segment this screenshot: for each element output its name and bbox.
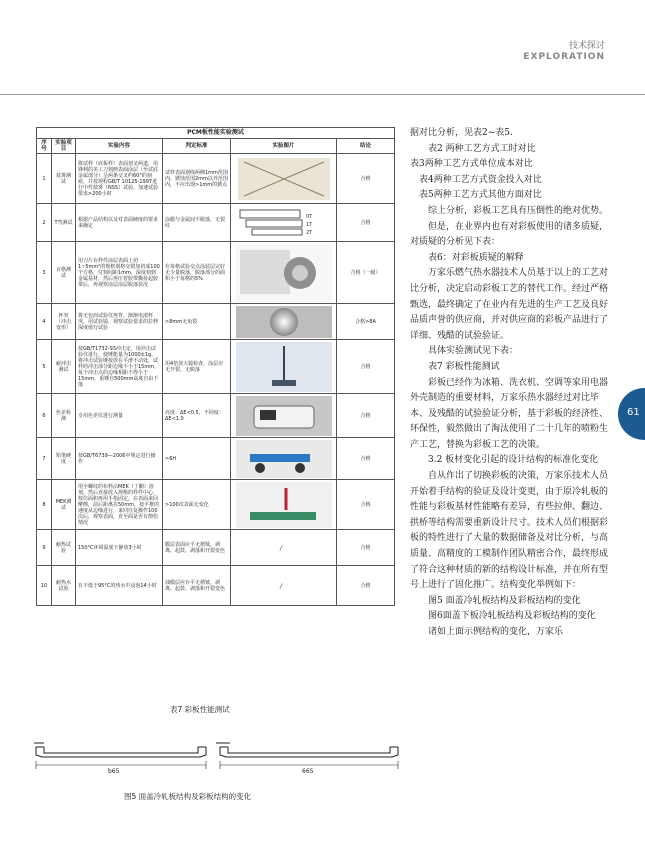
row-number: 2 xyxy=(37,204,52,242)
svg-text:/: / xyxy=(279,582,282,590)
table-header-cell: 实验内容 xyxy=(76,139,163,154)
row-item: 盐雾测试 xyxy=(52,154,76,204)
test-photo xyxy=(236,206,332,240)
test-photo xyxy=(236,342,332,392)
row-content: 用全螺纹的布料沾MEK（丁酮）溶剂，然后直接放入规格的样件中心，按住面积再用手指固定，在表面来回摩擦，前后距离在50mm，按平推的速度从边缘进行，来回往复操作100次后，观察表面，直至面是否有擦伤情况 xyxy=(76,480,163,530)
row-content: 将无包而试验仪再背，渐渐电滚杯突，用试验镜，观察试验要求的拉伸深度值行试验 xyxy=(76,304,163,340)
figure5-caption: 图5 面盖冷轧板结构及彩板结构的变化 xyxy=(124,792,252,801)
body-paragraph: 万家乐燃气热水器技术人员基于以上的工艺对比分析，决定启动彩板工艺的替代工作。经过严格甄选，最终确定了在业内有先进的生产工艺及良好品质声誉的供应商，并对供应商的彩板产品进行了详细、残酷的试验验证。 xyxy=(410,268,609,341)
body-paragraph: 综上分析，彩板工艺具有压倒性的绝对优势。 xyxy=(428,205,609,216)
row-content: 将试样（底板样）表面划叉两道，用锋利的美工刀刻画表面涂层（至试底金属部分）呈两条交叉约60°的刻痕，并按规程GB/T 10125-1997进行中性盐雾（NSS）试验，加速试验要求>200小时 xyxy=(76,154,163,204)
table-row xyxy=(37,154,395,204)
table-row xyxy=(37,204,395,242)
table-row xyxy=(37,480,395,530)
row-image xyxy=(231,304,337,340)
row-conclusion: 合格 xyxy=(337,394,395,438)
row-image xyxy=(231,204,337,242)
header-divider xyxy=(0,94,645,95)
page-number: 61 xyxy=(627,407,640,418)
body-paragraph: 3.2 板材变化引起的设计结构的标准化变化 xyxy=(428,455,599,466)
row-image xyxy=(231,530,337,566)
row-standard: >8mm无龟裂 xyxy=(163,304,231,340)
row-item: 耐冲击测试 xyxy=(52,340,76,394)
table-row xyxy=(37,438,395,480)
color-plate-profile xyxy=(216,743,398,769)
body-paragraph: 图6面盖下板冷轧板结构及彩板结构的变化 xyxy=(428,611,596,622)
row-conclusion: 合格>8A xyxy=(337,304,395,340)
t-bend-label: 1T xyxy=(305,221,312,228)
row-conclusion: 合格 xyxy=(337,154,395,204)
row-content: 在不低于95°C的热水中浸泡14小时 xyxy=(76,566,163,606)
row-standard: 试样表面划线两侧1mm范围内，锈蚀范围2mm以外范围内，不应出现>1mm的锈点 xyxy=(163,154,231,204)
t-bend-label: 2T xyxy=(305,229,312,236)
test-photo xyxy=(236,568,332,604)
performance-table xyxy=(36,127,394,606)
row-conclusion: 合格 xyxy=(337,204,395,242)
table-row xyxy=(37,530,395,566)
body-paragraph: 表2 两种工艺方式工时对比 xyxy=(428,143,536,154)
header-section: EXPLORATION xyxy=(523,52,605,62)
table-header-row xyxy=(37,139,395,154)
figure5-drawing xyxy=(30,735,400,783)
table-row xyxy=(37,394,395,438)
table7-caption: 表7 彩板性能测试 xyxy=(170,705,230,714)
table-row xyxy=(37,566,395,606)
row-standard: >100次表面无变化 xyxy=(163,480,231,530)
cold-rolled-profile xyxy=(34,743,206,769)
row-image xyxy=(231,154,337,204)
table-row xyxy=(37,340,395,394)
row-item: 铅笔硬度 xyxy=(52,438,76,480)
row-number: 7 xyxy=(37,438,52,480)
body-paragraph: 彩板已经作为冰箱、洗衣机、空调等家用电器外壳制造的重要材料，万家乐热水器经过对比毕本、及残酷的试验验证分析，基于彩板的经济性、环保性，毅然做出了淘汰使用了二十几年的喷粉生产工艺，替换为彩板工艺的决策。 xyxy=(410,377,609,450)
test-photo xyxy=(236,244,332,302)
row-number: 3 xyxy=(37,242,52,304)
row-standard: >6H xyxy=(163,438,231,480)
row-standard: 涂膜与金属间不脱落，无裂纹 xyxy=(163,204,231,242)
row-conclusion: 合格 xyxy=(337,480,395,530)
test-photo xyxy=(236,440,332,478)
body-paragraph: 表7 彩板性能测试 xyxy=(428,361,500,372)
body-paragraph: 表6：对彩板质疑的解释 xyxy=(428,252,524,263)
svg-text:/: / xyxy=(279,544,282,552)
row-image xyxy=(231,340,337,394)
row-content: 按GB/T1732-93冲击定，用冲击试验仪进行，使锤能量为1000±1g，将冲击试验锤按放在平滑不动处，试样的冲击部分距边缘不小于15mm，每个冲击点的边缘相距不得小于15mm，重锤自500mm高度自由下落 xyxy=(76,340,163,394)
row-conclusion: 合格 xyxy=(337,566,395,606)
row-item: T弯测试 xyxy=(52,204,76,242)
row-standard: 用4倍放大镜检查，涂层应无开裂、无脱落 xyxy=(163,340,231,394)
row-content: 150°C环境温度下静放3小时 xyxy=(76,530,163,566)
row-number: 4 xyxy=(37,304,52,340)
table-header-cell: 判定标准 xyxy=(163,139,231,154)
table-row xyxy=(37,242,395,304)
fig5-left-dim: b65 xyxy=(108,768,120,775)
row-image xyxy=(231,438,337,480)
test-photo xyxy=(236,306,332,338)
row-standard: 在每格试验交点涂装层完好无少量脱落，脱落部分的面积小于每格的5% xyxy=(163,242,231,304)
header-category: 技术探讨 xyxy=(568,41,605,51)
body-paragraph: 但是，在业界内也有对彩板使用的诸多质疑，对质疑的分析见下表： xyxy=(410,221,609,248)
row-item: 百格测试 xyxy=(52,242,76,304)
page-number-badge xyxy=(618,388,645,440)
row-number: 5 xyxy=(37,340,52,394)
row-content: 专用色差仪进行测量 xyxy=(76,394,163,438)
row-image xyxy=(231,566,337,606)
row-number: 6 xyxy=(37,394,52,438)
test-photo xyxy=(236,396,332,436)
row-number: 8 xyxy=(37,480,52,530)
row-standard: 油膜层应存平无褶皱，剥离、起鼓、剥落和开裂变色 xyxy=(163,566,231,606)
row-number: 9 xyxy=(37,530,52,566)
t-bend-label: 0T xyxy=(305,213,312,220)
table-header-cell: 结论 xyxy=(337,139,395,154)
body-paragraph: 诸如上面示例结构的变化，万家乐 xyxy=(428,627,564,637)
body-paragraph: 具体实验测试见下表： xyxy=(428,346,519,357)
row-conclusion: 合格（一级） xyxy=(337,242,395,304)
row-conclusion: 合格 xyxy=(337,530,395,566)
table-title: PCM板性能实验测试 xyxy=(37,128,395,139)
fig5-right-dim: 665 xyxy=(302,768,314,775)
body-paragraph: 表5两种工艺方式其他方面对比 xyxy=(419,190,542,201)
body-paragraph: 自从作出了切换彩板的决策，万家乐技术人员开始着手结构的验证及设计变更，由于原冷轧板的性能与彩板基材性能略有差异，有些拉伸、翻边、拱桥等结构需要重新设计尺寸。技术人员们根据彩板的特性进行了大量的数据储备及对比分析，与高质量、高精度的工模制作团队精密合作，最终形成了符合这种材质的新的结构设计标准，并在所有型号上进行了固化推广。结构变化举例如下： xyxy=(410,471,609,591)
row-item: 耐热试验 xyxy=(52,530,76,566)
row-item: 耐热水试验 xyxy=(52,566,76,606)
table-row xyxy=(37,304,395,340)
row-content: 根据产品结构以及对表面硬度的要求来确定 xyxy=(76,204,163,242)
row-standard: 膜层表面应平无褶皱，剥离、起鼓、剥落和开裂变色 xyxy=(163,530,231,566)
row-image xyxy=(231,242,337,304)
row-item: 色差检测 xyxy=(52,394,76,438)
body-paragraph: 表3两种工艺方式单位成本对比 xyxy=(410,159,533,170)
row-standard: 亮度：ΔE<0.5，不同度：ΔE<1.0 xyxy=(163,394,231,438)
row-number: 10 xyxy=(37,566,52,606)
test-photo xyxy=(236,156,332,202)
body-paragraph: 图5 面盖冷轧板结构及彩板结构的变化 xyxy=(428,595,581,606)
article-body xyxy=(410,126,610,641)
table-header-cell: 序号 xyxy=(37,139,52,154)
row-image xyxy=(231,394,337,438)
row-conclusion: 合格 xyxy=(337,340,395,394)
row-item: MEK测试 xyxy=(52,480,76,530)
row-number: 1 xyxy=(37,154,52,204)
row-item: 杯突（冲击变形） xyxy=(52,304,76,340)
row-image xyxy=(231,480,337,530)
body-paragraph: 据对比分析，见表2~表5. xyxy=(410,128,513,138)
row-content: 用刀片在样件涂层表面上切1~5mm²的规格划格交错加切成100个方格，付刻间距1mm，深度刻到金属基材，然后再压着胶带撕扯起胶带后，再观察涂层涂层脱落状况 xyxy=(76,242,163,304)
test-photo xyxy=(236,532,332,564)
table-header-cell: 实验项目 xyxy=(52,139,76,154)
row-conclusion: 合格 xyxy=(337,438,395,480)
table-header-cell: 实验图片 xyxy=(231,139,337,154)
test-photo xyxy=(236,482,332,528)
body-paragraph: 表4两种工艺方式资金投入对比 xyxy=(419,174,542,185)
row-content: 按GB/T6739—2006中规定进行操作 xyxy=(76,438,163,480)
